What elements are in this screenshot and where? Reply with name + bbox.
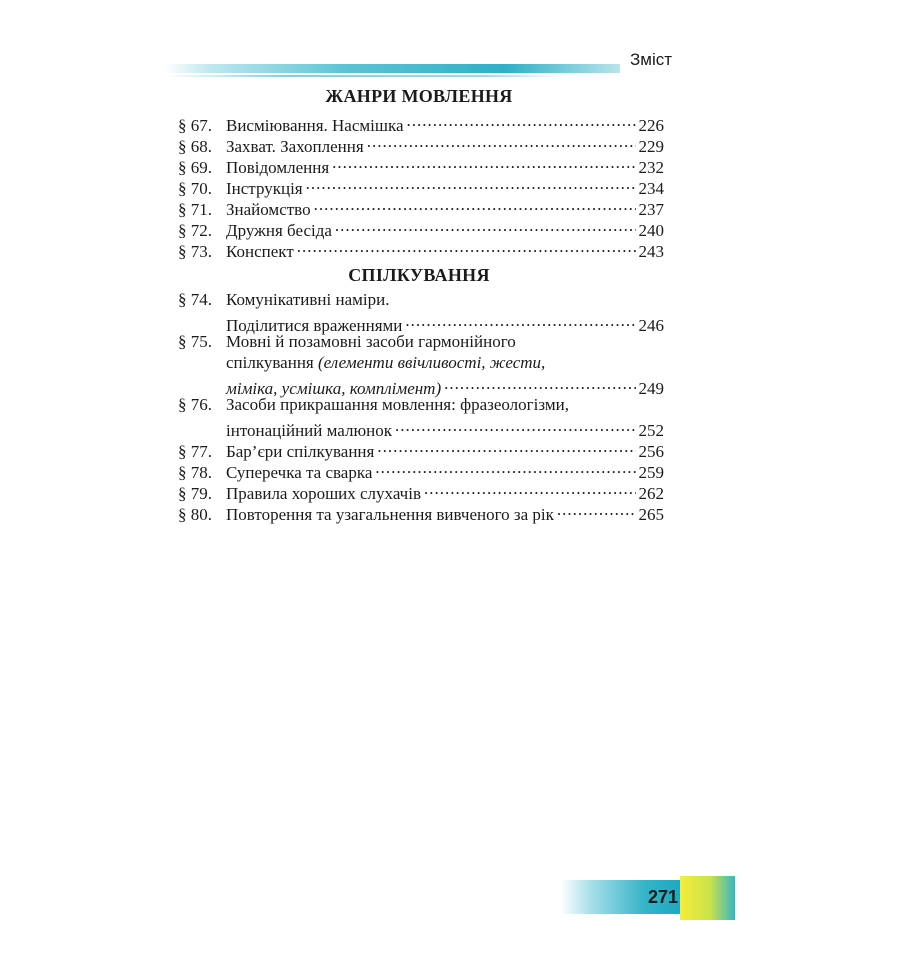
toc-entry — [174, 331, 664, 398]
entry-title: Захват. Захоплення — [226, 137, 364, 156]
entry-page: 259 — [638, 463, 664, 482]
header-rule-thin — [165, 75, 565, 77]
dot-leader — [395, 415, 635, 436]
dot-leader — [444, 373, 635, 394]
entry-page: 246 — [638, 316, 664, 335]
entry-number: § 75. — [178, 332, 212, 351]
entry-title-continued: спілкування — [226, 353, 314, 372]
entry-number: § 76. — [178, 395, 212, 414]
entry-number: § 79. — [178, 484, 212, 503]
entry-title-italic: (елементи ввічливості, жести, — [317, 353, 546, 372]
entry-title: Дружня бесіда — [226, 221, 332, 240]
dot-leader — [314, 194, 636, 215]
section-title: ЖАНРИ МОВЛЕННЯ — [325, 86, 513, 106]
toc-entry — [174, 289, 664, 335]
dot-leader — [297, 236, 636, 257]
entry-page: 229 — [638, 137, 664, 156]
entry-number: § 74. — [178, 290, 212, 309]
entry-title: Засоби прикрашання мовлення: фразеологізми, — [226, 395, 569, 414]
entry-title: Інструкція — [226, 179, 303, 198]
toc-entry — [174, 499, 664, 524]
entry-page: 243 — [638, 242, 664, 261]
dot-leader — [335, 215, 636, 236]
entry-number: § 68. — [178, 137, 212, 156]
toc-entry — [174, 152, 664, 177]
entry-page: 256 — [638, 442, 664, 461]
toc-entry — [174, 457, 664, 482]
entry-title: Бар’єри спілкування — [226, 442, 375, 461]
entry-page: 262 — [638, 484, 664, 503]
footer-tab — [680, 876, 735, 920]
toc-entry — [174, 173, 664, 198]
dot-leader — [557, 499, 636, 520]
entry-number: § 72. — [178, 221, 212, 240]
entry-title: Комунікативні наміри. — [226, 290, 390, 309]
dot-leader — [407, 110, 636, 131]
toc-entry — [174, 394, 664, 440]
section-title: СПІЛКУВАННЯ — [348, 265, 490, 285]
entry-number: § 73. — [178, 242, 212, 261]
entry-number: § 69. — [178, 158, 212, 177]
dot-leader — [424, 478, 636, 499]
entry-page: 232 — [638, 158, 664, 177]
entry-title-italic: міміка, усмішка, комплімент) — [226, 379, 442, 398]
toc-entry — [174, 194, 664, 219]
header-rule — [165, 64, 620, 73]
dot-leader — [375, 457, 635, 478]
toc-entry — [174, 110, 664, 135]
dot-leader — [405, 310, 635, 331]
entry-title: Повідомлення — [226, 158, 330, 177]
dot-leader — [367, 131, 636, 152]
entry-number: § 80. — [178, 505, 212, 524]
entry-title: Правила хороших слухачів — [226, 484, 421, 503]
entry-page: 252 — [638, 421, 664, 440]
toc-entry — [174, 131, 664, 156]
entry-title: Суперечка та сварка — [226, 463, 373, 482]
entry-title: Висміювання. Насмішка — [226, 116, 404, 135]
dot-leader — [377, 436, 635, 457]
entry-number: § 77. — [178, 442, 212, 461]
entry-title: Мовні й позамовні засоби гармонійного — [226, 332, 516, 351]
entry-number: § 78. — [178, 463, 212, 482]
toc-entry — [174, 436, 664, 461]
entry-page: 237 — [638, 200, 664, 219]
entry-title: Повторення та узагальнення вивченого за рік — [226, 505, 554, 524]
entry-title-continued: інтонаційний малюнок — [226, 421, 393, 440]
entry-number: § 70. — [178, 179, 212, 198]
table-of-contents — [174, 82, 664, 524]
toc-entry — [174, 215, 664, 240]
dot-leader — [306, 173, 636, 194]
toc-entry — [174, 236, 664, 261]
page-number: 271 — [647, 887, 678, 907]
entry-page: 234 — [638, 179, 664, 198]
entry-title-continued: Поділитися враженнями — [226, 316, 403, 335]
toc-entry — [174, 478, 664, 503]
entry-title: Конспект — [226, 242, 294, 261]
page-header-title: Зміст — [630, 50, 673, 69]
entry-page: 265 — [638, 505, 664, 524]
entry-page: 226 — [638, 116, 664, 135]
dot-leader — [332, 152, 635, 173]
entry-number: § 71. — [178, 200, 212, 219]
entry-page: 249 — [638, 379, 664, 398]
entry-number: § 67. — [178, 116, 212, 135]
entry-page: 240 — [638, 221, 664, 240]
entry-title: Знайомство — [226, 200, 311, 219]
